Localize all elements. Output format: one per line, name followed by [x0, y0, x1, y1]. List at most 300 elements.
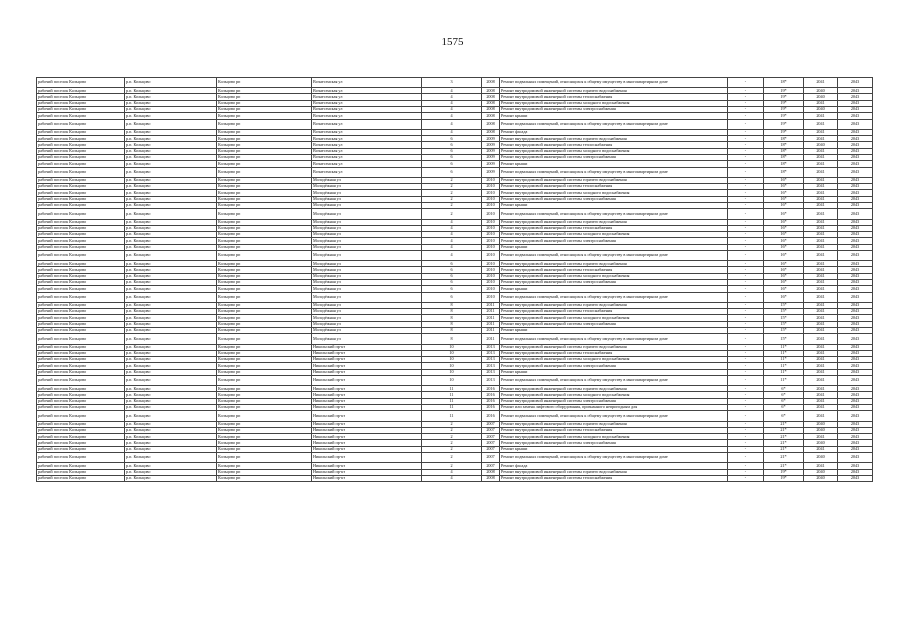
cell-end-year: 2043 — [838, 405, 873, 411]
cell-street: Вознесенская ул — [312, 155, 422, 161]
cell-cost: - — [728, 203, 764, 209]
cell-locality: Кольцово рп — [217, 244, 312, 250]
cell-end-year: 2043 — [838, 250, 873, 260]
cell-settlement: р.п. Кольцово — [125, 315, 217, 321]
cell-work-type: Ремонт подвальных помещений, относящихся к общему имуществу в многоквартирном доме — [500, 167, 728, 177]
cell-end-year: 2043 — [838, 119, 873, 129]
cell-municipality: рабочий поселок Кольцово — [37, 398, 125, 404]
cell-street: Никольский пр-кт — [312, 350, 422, 356]
cell-locality: Кольцово рп — [217, 219, 312, 225]
cell-end-year: 2043 — [838, 142, 873, 148]
cell-locality: Кольцово рп — [217, 427, 312, 433]
table-row — [37, 250, 873, 260]
cell-value: 16* — [764, 209, 804, 219]
cell-locality: Кольцово рп — [217, 225, 312, 231]
cell-house-number: 10 — [422, 350, 482, 356]
cell-house-number: 6 — [422, 261, 482, 267]
cell-work-type: Ремонт внутридомовой инженерной системы электроснабжения — [500, 321, 728, 327]
cell-value: 19* — [764, 113, 804, 119]
cell-start-year: 2041 — [804, 405, 838, 411]
cell-build-year: 2008 — [482, 129, 500, 135]
cell-cost: - — [728, 177, 764, 183]
cell-value: 15* — [764, 328, 804, 334]
table-row — [37, 334, 873, 344]
cell-street: Молодёжная ул — [312, 261, 422, 267]
cell-house-number: 8 — [422, 334, 482, 344]
cell-build-year: 2013 — [482, 344, 500, 350]
cell-cost: - — [728, 369, 764, 375]
cell-settlement: р.п. Кольцово — [125, 100, 217, 106]
cell-build-year: 2007 — [482, 427, 500, 433]
cell-start-year: 2041 — [804, 363, 838, 369]
cell-settlement: р.п. Кольцово — [125, 88, 217, 94]
cell-locality: Кольцово рп — [217, 475, 312, 481]
cell-locality: Кольцово рп — [217, 113, 312, 119]
cell-street: Вознесенская ул — [312, 100, 422, 106]
cell-municipality: рабочий поселок Кольцово — [37, 177, 125, 183]
cell-build-year: 2010 — [482, 203, 500, 209]
cell-house-number: 4 — [422, 88, 482, 94]
cell-cost: - — [728, 225, 764, 231]
cell-house-number: 10 — [422, 344, 482, 350]
cell-street: Никольский пр-кт — [312, 446, 422, 452]
cell-work-type: Ремонт подвальных помещений, относящихся к общему имуществу в многоквартирном доме — [500, 292, 728, 302]
cell-street: Вознесенская ул — [312, 142, 422, 148]
cell-street: Никольский пр-кт — [312, 369, 422, 375]
cell-settlement: р.п. Кольцово — [125, 155, 217, 161]
cell-cost: - — [728, 142, 764, 148]
cell-end-year: 2043 — [838, 392, 873, 398]
cell-start-year: 2041 — [804, 286, 838, 292]
cell-end-year: 2043 — [838, 411, 873, 421]
cell-house-number: 2 — [422, 209, 482, 219]
cell-cost: - — [728, 328, 764, 334]
cell-value: 21* — [764, 463, 804, 469]
cell-end-year: 2043 — [838, 209, 873, 219]
cell-locality: Кольцово рп — [217, 392, 312, 398]
cell-municipality: рабочий поселок Кольцово — [37, 107, 125, 113]
table-row — [37, 209, 873, 219]
cell-house-number: 2 — [422, 463, 482, 469]
cell-end-year: 2043 — [838, 129, 873, 135]
cell-value: 16* — [764, 203, 804, 209]
cell-house-number: 6 — [422, 148, 482, 154]
cell-house-number: 6 — [422, 161, 482, 167]
cell-start-year: 2041 — [804, 155, 838, 161]
cell-street: Молодёжная ул — [312, 273, 422, 279]
cell-cost: - — [728, 148, 764, 154]
cell-end-year: 2043 — [838, 273, 873, 279]
cell-start-year: 2041 — [804, 309, 838, 315]
cell-locality: Кольцово рп — [217, 376, 312, 386]
cell-value: 21* — [764, 421, 804, 427]
cell-end-year: 2043 — [838, 421, 873, 427]
cell-locality: Кольцово рп — [217, 94, 312, 100]
cell-cost: - — [728, 244, 764, 250]
cell-build-year: 2009 — [482, 161, 500, 167]
cell-work-type: Ремонт внутридомовой инженерной системы теплоснабжения — [500, 94, 728, 100]
cell-municipality: рабочий поселок Кольцово — [37, 421, 125, 427]
cell-settlement: р.п. Кольцово — [125, 225, 217, 231]
cell-end-year: 2043 — [838, 357, 873, 363]
cell-work-type: Ремонт внутридомовой инженерной системы электроснабжения — [500, 398, 728, 404]
cell-build-year: 2007 — [482, 440, 500, 446]
cell-start-year: 2041 — [804, 369, 838, 375]
cell-locality: Кольцово рп — [217, 88, 312, 94]
cell-start-year: 2041 — [804, 344, 838, 350]
cell-cost: - — [728, 261, 764, 267]
cell-street: Никольский пр-кт — [312, 386, 422, 392]
cell-work-type: Ремонт внутридомовой инженерной системы теплоснабжения — [500, 350, 728, 356]
cell-start-year: 2041 — [804, 78, 838, 88]
cell-street: Молодёжная ул — [312, 209, 422, 219]
cell-value: 16* — [764, 232, 804, 238]
cell-settlement: р.п. Кольцово — [125, 113, 217, 119]
cell-work-type: Ремонт подвальных помещений, относящихся к общему имуществу в многоквартирном доме — [500, 411, 728, 421]
cell-value: 16* — [764, 273, 804, 279]
cell-locality: Кольцово рп — [217, 315, 312, 321]
cell-house-number: 8 — [422, 315, 482, 321]
cell-work-type: Ремонт подвальных помещений, относящихся к общему имуществу в многоквартирном доме — [500, 453, 728, 463]
cell-work-type: Ремонт подвальных помещений, относящихся к общему имуществу в многоквартирном доме — [500, 209, 728, 219]
cell-end-year: 2043 — [838, 328, 873, 334]
cell-settlement: р.п. Кольцово — [125, 463, 217, 469]
cell-cost: - — [728, 398, 764, 404]
cell-start-year: 2041 — [804, 328, 838, 334]
cell-street: Молодёжная ул — [312, 225, 422, 231]
cell-settlement: р.п. Кольцово — [125, 434, 217, 440]
cell-settlement: р.п. Кольцово — [125, 161, 217, 167]
cell-work-type: Ремонт внутридомовой инженерной системы теплоснабжения — [500, 142, 728, 148]
cell-municipality: рабочий поселок Кольцово — [37, 292, 125, 302]
cell-build-year: 2007 — [482, 421, 500, 427]
cell-start-year: 2041 — [804, 184, 838, 190]
cell-cost: - — [728, 386, 764, 392]
cell-street: Вознесенская ул — [312, 113, 422, 119]
cell-settlement: р.п. Кольцово — [125, 148, 217, 154]
cell-build-year: 2016 — [482, 386, 500, 392]
cell-work-type: Ремонт внутридомовой инженерной системы электроснабжения — [500, 440, 728, 446]
cell-cost: - — [728, 350, 764, 356]
cell-house-number: 10 — [422, 376, 482, 386]
cell-locality: Кольцово рп — [217, 184, 312, 190]
cell-street: Никольский пр-кт — [312, 463, 422, 469]
cell-value: 21* — [764, 440, 804, 446]
cell-settlement: р.п. Кольцово — [125, 440, 217, 446]
cell-build-year: 2008 — [482, 94, 500, 100]
cell-build-year: 2007 — [482, 434, 500, 440]
cell-start-year: 2041 — [804, 463, 838, 469]
cell-end-year: 2043 — [838, 292, 873, 302]
cell-cost: - — [728, 88, 764, 94]
cell-house-number: 4 — [422, 244, 482, 250]
cell-start-year: 2040 — [804, 88, 838, 94]
cell-value: 19* — [764, 129, 804, 135]
cell-end-year: 2043 — [838, 434, 873, 440]
cell-house-number: 4 — [422, 94, 482, 100]
cell-value: 6* — [764, 386, 804, 392]
cell-settlement: р.п. Кольцово — [125, 244, 217, 250]
cell-work-type: Ремонт внутридомовой инженерной системы горячего водоснабжения — [500, 421, 728, 427]
cell-value: 19* — [764, 469, 804, 475]
cell-cost: - — [728, 161, 764, 167]
cell-street: Вознесенская ул — [312, 136, 422, 142]
cell-cost: - — [728, 273, 764, 279]
cell-locality: Кольцово рп — [217, 155, 312, 161]
cell-build-year: 2013 — [482, 369, 500, 375]
cell-house-number: 4 — [422, 129, 482, 135]
cell-start-year: 2040 — [804, 107, 838, 113]
cell-build-year: 2011 — [482, 302, 500, 308]
cell-work-type: Ремонт внутридомовой инженерной системы теплоснабжения — [500, 309, 728, 315]
cell-cost: - — [728, 107, 764, 113]
cell-build-year: 2013 — [482, 357, 500, 363]
cell-locality: Кольцово рп — [217, 350, 312, 356]
cell-build-year: 2010 — [482, 286, 500, 292]
cell-settlement: р.п. Кольцово — [125, 292, 217, 302]
cell-settlement: р.п. Кольцово — [125, 421, 217, 427]
cell-value: 18* — [764, 78, 804, 88]
cell-municipality: рабочий поселок Кольцово — [37, 190, 125, 196]
cell-settlement: р.п. Кольцово — [125, 78, 217, 88]
cell-start-year: 2041 — [804, 321, 838, 327]
cell-municipality: рабочий поселок Кольцово — [37, 302, 125, 308]
cell-cost: - — [728, 309, 764, 315]
register-table-container — [36, 77, 872, 482]
cell-end-year: 2043 — [838, 280, 873, 286]
cell-house-number: 10 — [422, 369, 482, 375]
cell-municipality: рабочий поселок Кольцово — [37, 225, 125, 231]
cell-cost: - — [728, 292, 764, 302]
cell-cost: - — [728, 427, 764, 433]
cell-house-number: 6 — [422, 292, 482, 302]
cell-end-year: 2043 — [838, 463, 873, 469]
cell-street: Молодёжная ул — [312, 219, 422, 225]
cell-cost: - — [728, 315, 764, 321]
cell-work-type: Ремонт внутридомовой инженерной системы теплоснабжения — [500, 267, 728, 273]
cell-cost: - — [728, 267, 764, 273]
cell-locality: Кольцово рп — [217, 363, 312, 369]
cell-build-year: 2013 — [482, 363, 500, 369]
cell-cost: - — [728, 219, 764, 225]
cell-value: 16* — [764, 225, 804, 231]
cell-value: 11* — [764, 376, 804, 386]
cell-build-year: 2016 — [482, 411, 500, 421]
cell-municipality: рабочий поселок Кольцово — [37, 411, 125, 421]
cell-value: 16* — [764, 261, 804, 267]
cell-start-year: 2041 — [804, 161, 838, 167]
cell-work-type: Ремонт внутридомовой инженерной системы горячего водоснабжения — [500, 136, 728, 142]
cell-house-number: 8 — [422, 321, 482, 327]
cell-build-year: 2010 — [482, 244, 500, 250]
cell-start-year: 2041 — [804, 167, 838, 177]
cell-work-type: Ремонт подвальных помещений, относящихся к общему имуществу в многоквартирном доме — [500, 334, 728, 344]
cell-end-year: 2043 — [838, 184, 873, 190]
cell-build-year: 2009 — [482, 148, 500, 154]
cell-work-type: Ремонт крыши — [500, 328, 728, 334]
cell-cost: - — [728, 100, 764, 106]
cell-end-year: 2043 — [838, 344, 873, 350]
cell-municipality: рабочий поселок Кольцово — [37, 119, 125, 129]
cell-locality: Кольцово рп — [217, 328, 312, 334]
cell-build-year: 2010 — [482, 261, 500, 267]
cell-municipality: рабочий поселок Кольцово — [37, 315, 125, 321]
cell-end-year: 2043 — [838, 315, 873, 321]
cell-start-year: 2041 — [804, 273, 838, 279]
cell-work-type: Ремонт внутридомовой инженерной системы горячего водоснабжения — [500, 386, 728, 392]
cell-street: Никольский пр-кт — [312, 440, 422, 446]
register-table-body — [37, 78, 873, 482]
cell-build-year: 2010 — [482, 292, 500, 302]
cell-cost: - — [728, 78, 764, 88]
cell-locality: Кольцово рп — [217, 203, 312, 209]
cell-settlement: р.п. Кольцово — [125, 334, 217, 344]
cell-start-year: 2041 — [804, 219, 838, 225]
cell-cost: - — [728, 232, 764, 238]
cell-value: 21* — [764, 453, 804, 463]
cell-start-year: 2040 — [804, 94, 838, 100]
cell-build-year: 2008 — [482, 469, 500, 475]
cell-build-year: 2013 — [482, 376, 500, 386]
cell-house-number: 2 — [422, 434, 482, 440]
cell-municipality: рабочий поселок Кольцово — [37, 475, 125, 481]
cell-locality: Кольцово рп — [217, 142, 312, 148]
cell-work-type: Ремонт внутридомовой инженерной системы горячего водоснабжения — [500, 261, 728, 267]
cell-house-number: 11 — [422, 398, 482, 404]
cell-start-year: 2041 — [804, 100, 838, 106]
cell-work-type: Ремонт подвальных помещений, относящихся к общему имуществу в многоквартирном доме — [500, 376, 728, 386]
cell-municipality: рабочий поселок Кольцово — [37, 357, 125, 363]
cell-cost: - — [728, 129, 764, 135]
cell-locality: Кольцово рп — [217, 267, 312, 273]
cell-work-type: Ремонт внутридомовой инженерной системы холодного водоснабжения — [500, 392, 728, 398]
cell-municipality: рабочий поселок Кольцово — [37, 286, 125, 292]
cell-build-year: 2010 — [482, 267, 500, 273]
cell-municipality: рабочий поселок Кольцово — [37, 363, 125, 369]
cell-house-number: 4 — [422, 238, 482, 244]
cell-start-year: 2041 — [804, 196, 838, 202]
cell-value: 21* — [764, 434, 804, 440]
cell-work-type: Ремонт фасада — [500, 463, 728, 469]
cell-end-year: 2043 — [838, 238, 873, 244]
cell-build-year: 2013 — [482, 350, 500, 356]
cell-build-year: 2008 — [482, 119, 500, 129]
cell-street: Молодёжная ул — [312, 196, 422, 202]
cell-work-type: Ремонт внутридомовой инженерной системы горячего водоснабжения — [500, 219, 728, 225]
cell-locality: Кольцово рп — [217, 107, 312, 113]
cell-street: Никольский пр-кт — [312, 363, 422, 369]
cell-build-year: 2008 — [482, 475, 500, 481]
cell-start-year: 2041 — [804, 225, 838, 231]
cell-house-number: 2 — [422, 196, 482, 202]
cell-end-year: 2043 — [838, 286, 873, 292]
cell-house-number: 6 — [422, 286, 482, 292]
cell-settlement: р.п. Кольцово — [125, 280, 217, 286]
cell-cost: - — [728, 344, 764, 350]
cell-work-type: Ремонт подвальных помещений, относящихся к общему имуществу в многоквартирном доме — [500, 78, 728, 88]
cell-settlement: р.п. Кольцово — [125, 177, 217, 183]
cell-value: 18* — [764, 155, 804, 161]
cell-start-year: 2041 — [804, 238, 838, 244]
cell-work-type: Ремонт внутридомовой инженерной системы холодного водоснабжения — [500, 357, 728, 363]
cell-build-year: 2011 — [482, 328, 500, 334]
cell-municipality: рабочий поселок Кольцово — [37, 267, 125, 273]
cell-cost: - — [728, 302, 764, 308]
cell-house-number: 11 — [422, 411, 482, 421]
cell-locality: Кольцово рп — [217, 273, 312, 279]
cell-value: 21* — [764, 427, 804, 433]
cell-value: 19* — [764, 475, 804, 481]
cell-municipality: рабочий поселок Кольцово — [37, 250, 125, 260]
cell-work-type: Ремонт внутридомовой инженерной системы холодного водоснабжения — [500, 315, 728, 321]
cell-settlement: р.п. Кольцово — [125, 411, 217, 421]
cell-street: Молодёжная ул — [312, 321, 422, 327]
cell-work-type: Ремонт крыши — [500, 244, 728, 250]
cell-build-year: 2016 — [482, 398, 500, 404]
cell-municipality: рабочий поселок Кольцово — [37, 155, 125, 161]
table-row — [37, 475, 873, 481]
cell-municipality: рабочий поселок Кольцово — [37, 219, 125, 225]
cell-settlement: р.п. Кольцово — [125, 386, 217, 392]
cell-end-year: 2043 — [838, 196, 873, 202]
cell-start-year: 2041 — [804, 250, 838, 260]
cell-street: Никольский пр-кт — [312, 376, 422, 386]
cell-value: 16* — [764, 250, 804, 260]
cell-street: Никольский пр-кт — [312, 469, 422, 475]
cell-end-year: 2043 — [838, 398, 873, 404]
cell-value: 16* — [764, 244, 804, 250]
cell-municipality: рабочий поселок Кольцово — [37, 334, 125, 344]
cell-value: 19* — [764, 94, 804, 100]
cell-value: 16* — [764, 280, 804, 286]
cell-end-year: 2043 — [838, 334, 873, 344]
cell-build-year: 2009 — [482, 167, 500, 177]
cell-value: 19* — [764, 100, 804, 106]
cell-work-type: Ремонт внутридомовой инженерной системы электроснабжения — [500, 363, 728, 369]
cell-work-type: Ремонт внутридомовой инженерной системы теплоснабжения — [500, 184, 728, 190]
cell-house-number: 8 — [422, 309, 482, 315]
cell-house-number: 4 — [422, 475, 482, 481]
cell-end-year: 2043 — [838, 100, 873, 106]
cell-end-year: 2043 — [838, 440, 873, 446]
cell-cost: - — [728, 434, 764, 440]
cell-value: 11* — [764, 357, 804, 363]
cell-cost: - — [728, 469, 764, 475]
cell-street: Молодёжная ул — [312, 334, 422, 344]
cell-build-year: 2010 — [482, 238, 500, 244]
cell-end-year: 2043 — [838, 225, 873, 231]
cell-municipality: рабочий поселок Кольцово — [37, 328, 125, 334]
cell-start-year: 2040 — [804, 453, 838, 463]
cell-cost: - — [728, 463, 764, 469]
cell-build-year: 2008 — [482, 100, 500, 106]
cell-start-year: 2041 — [804, 292, 838, 302]
cell-settlement: р.п. Кольцово — [125, 453, 217, 463]
cell-value: 16* — [764, 190, 804, 196]
cell-end-year: 2043 — [838, 190, 873, 196]
cell-municipality: рабочий поселок Кольцово — [37, 261, 125, 267]
cell-street: Молодёжная ул — [312, 309, 422, 315]
cell-start-year: 2041 — [804, 232, 838, 238]
cell-value: 15* — [764, 334, 804, 344]
cell-cost: - — [728, 238, 764, 244]
cell-house-number: 6 — [422, 155, 482, 161]
cell-build-year: 2010 — [482, 196, 500, 202]
cell-start-year: 2041 — [804, 177, 838, 183]
cell-municipality: рабочий поселок Кольцово — [37, 232, 125, 238]
cell-value: 16* — [764, 286, 804, 292]
cell-start-year: 2041 — [804, 398, 838, 404]
